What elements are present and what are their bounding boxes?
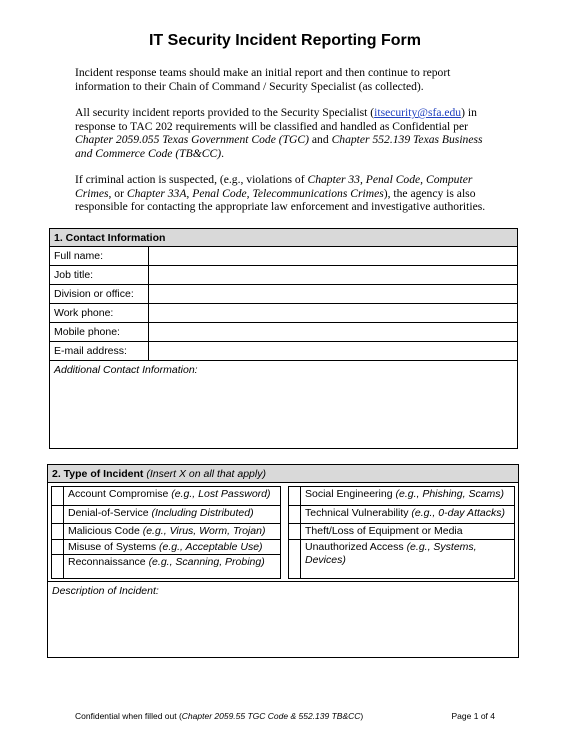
intro-paragraph-1 <box>75 66 495 93</box>
label-note: (e.g., Systems, Devices) <box>305 541 477 566</box>
intro-text-3 <box>75 173 495 214</box>
label-note: (e.g., Lost Password) <box>171 488 271 500</box>
penal-code-33-citation: Chapter 33, Penal Code, Computer Crimes <box>75 173 473 200</box>
intro-paragraph-3 <box>75 173 495 214</box>
reconnaissance-checkbox[interactable] <box>52 555 64 578</box>
work-phone-row <box>50 304 517 323</box>
job-title-field[interactable] <box>149 266 517 284</box>
label-text: Technical Vulnerability <box>305 507 409 519</box>
label-text: Denial-of-Service <box>68 507 149 519</box>
incident-types-right <box>288 486 515 579</box>
incident-type-label <box>64 555 280 578</box>
additional-contact-label: Additional Contact Information: <box>54 364 198 376</box>
label-note: (e.g., Phishing, Scams) <box>395 488 505 500</box>
intro-text-1: Incident response teams should make an initial report and then continue to report information to their Chain of Command / Security Specialist (as collected). <box>75 66 451 93</box>
text-span: . <box>221 146 224 160</box>
work-phone-label: Work phone: <box>50 304 149 322</box>
incident-type-grid <box>48 483 518 582</box>
division-field[interactable] <box>149 285 517 303</box>
unauthorized-access-checkbox[interactable] <box>289 540 301 578</box>
incident-type-title: 2. Type of Incident <box>52 468 144 480</box>
incident-type-label <box>64 524 280 539</box>
label-note: (Including Distributed) <box>151 507 254 519</box>
incident-type-label <box>64 487 280 505</box>
division-label: Division or office: <box>50 285 149 303</box>
incident-type-label <box>301 487 514 505</box>
contact-information-header: 1. Contact Information <box>50 229 517 247</box>
incident-description-area[interactable] <box>48 582 518 600</box>
email-row <box>50 342 517 361</box>
text-span: All security incident reports provided to the Security Specialist ( <box>75 106 375 119</box>
confidential-note <box>75 711 363 721</box>
text-span: If criminal action is suspected, (e.g., violations of <box>75 173 308 186</box>
label-text: Account Compromise <box>68 488 169 500</box>
mobile-phone-row <box>50 323 517 342</box>
label-note: (e.g., Acceptable Use) <box>159 541 263 553</box>
text-span: and <box>309 133 332 147</box>
full-name-label: Full name: <box>50 247 149 265</box>
full-name-row <box>50 247 517 266</box>
label-text: Reconnaissance <box>68 556 146 568</box>
label-note: (e.g., 0-day Attacks) <box>411 507 505 519</box>
incident-type-row <box>52 555 280 578</box>
text-span: ) <box>360 711 364 721</box>
email-label: E-mail address: <box>50 342 149 360</box>
theft-loss-checkbox[interactable] <box>289 524 301 539</box>
incident-type-row <box>52 487 280 506</box>
label-text: Theft/Loss of Equipment or Media <box>305 525 463 537</box>
text-span: ) in response to TAC 202 requirements will be classified and handled as Confidential per <box>75 106 477 133</box>
incident-type-label <box>301 540 514 578</box>
full-name-field[interactable] <box>149 247 517 265</box>
incident-type-row <box>52 524 280 540</box>
denial-of-service-checkbox[interactable] <box>52 506 64 523</box>
incident-type-label <box>301 506 514 523</box>
malicious-code-checkbox[interactable] <box>52 524 64 539</box>
page-footer <box>75 711 495 721</box>
job-title-row <box>50 266 517 285</box>
label-text: Unauthorized Access <box>305 541 404 553</box>
label-note: (e.g., Scanning, Probing) <box>148 556 265 568</box>
label-text: Malicious Code <box>68 525 140 537</box>
incident-types-left <box>51 486 281 579</box>
footer-citation: Chapter 2059.55 TGC Code & 552.139 TB&CC <box>181 711 361 721</box>
intro-paragraph-2 <box>75 106 495 160</box>
label-text: Social Engineering <box>305 488 393 500</box>
text-span: ), the agency is also responsible for contacting the appropriate law enforcement and investigative authorities. <box>75 186 486 214</box>
incident-description-label: Description of Incident: <box>52 585 159 597</box>
incident-type-row <box>289 524 514 540</box>
social-engineering-checkbox[interactable] <box>289 487 301 505</box>
security-email-link[interactable]: itsecurity@sfa.edu <box>374 106 462 119</box>
additional-contact-area[interactable] <box>50 361 517 379</box>
incident-type-row <box>289 487 514 506</box>
label-note: (e.g., Virus, Worm, Trojan) <box>142 525 266 537</box>
form-title: IT Security Incident Reporting Form <box>148 32 422 49</box>
incident-type-row <box>52 540 280 555</box>
incident-type-label <box>301 524 514 539</box>
intro-text-2 <box>75 106 495 160</box>
contact-information-section <box>49 228 518 449</box>
job-title-label: Job title: <box>50 266 149 284</box>
tgc-citation: Chapter 2059.055 Texas Government Code (TGC) <box>75 133 310 147</box>
incident-type-row <box>52 506 280 524</box>
incident-type-row <box>289 540 514 578</box>
incident-type-section <box>47 464 519 658</box>
text-span: , or <box>108 186 127 200</box>
label-text: Misuse of Systems <box>68 541 157 553</box>
incident-type-note: (Insert X on all that apply) <box>146 468 266 480</box>
mobile-phone-label: Mobile phone: <box>50 323 149 341</box>
tbcc-citation: Chapter 552.139 Texas Business and Commerce Code (TB&CC) <box>75 133 483 160</box>
email-field[interactable] <box>149 342 517 360</box>
incident-type-label <box>64 506 280 523</box>
incident-type-row <box>289 506 514 524</box>
technical-vulnerability-checkbox[interactable] <box>289 506 301 523</box>
incident-type-header <box>48 465 518 483</box>
account-compromise-checkbox[interactable] <box>52 487 64 505</box>
penal-code-33a-citation: Chapter 33A, Penal Code, Telecommunications Crimes <box>126 186 384 200</box>
text-span: Confidential when filled out ( <box>75 711 182 721</box>
misuse-of-systems-checkbox[interactable] <box>52 540 64 554</box>
page-number: Page 1 of 4 <box>451 711 495 721</box>
division-row <box>50 285 517 304</box>
work-phone-field[interactable] <box>149 304 517 322</box>
incident-type-label <box>64 540 280 554</box>
mobile-phone-field[interactable] <box>149 323 517 341</box>
